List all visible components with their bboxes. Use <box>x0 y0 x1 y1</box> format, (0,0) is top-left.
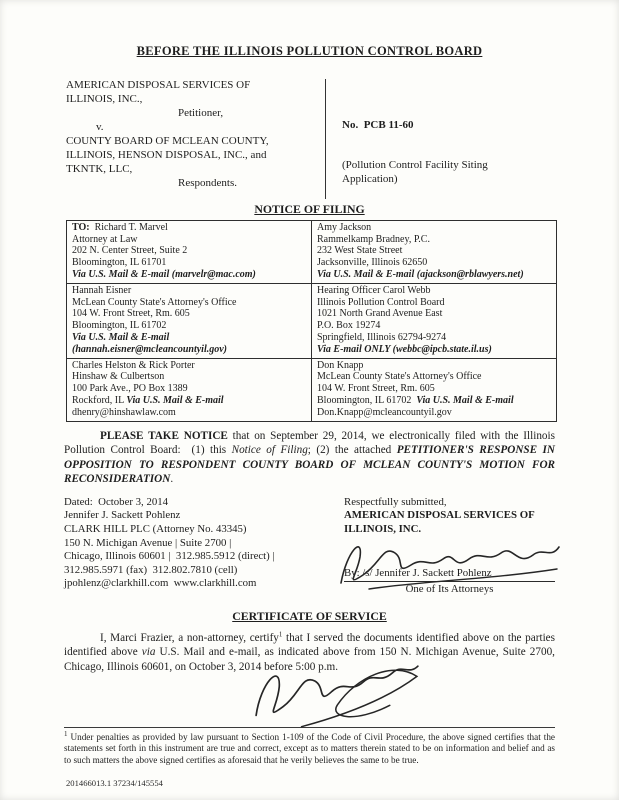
text-line <box>72 222 306 234</box>
recipient-cell-eisner <box>67 283 312 358</box>
text-span: TO: <box>72 221 90 233</box>
text-span: via <box>141 646 156 659</box>
text-line: 104 W. Front Street, Rm. 605 <box>317 383 435 395</box>
text-line: 202 N. Center Street, Suite 2 <box>72 245 188 257</box>
text-span: that I served the documents identified above on the parties identified above <box>64 631 555 659</box>
document-number: 201466013.1 37234/145554 <box>66 778 163 788</box>
text-line: Via U.S. Mail & E-mail (marvelr@mac.com) <box>72 268 256 280</box>
signature-block <box>64 496 555 597</box>
footnote-text <box>64 729 555 767</box>
text-line: 1021 North Grand Avenue East <box>317 308 443 320</box>
text-line: P.O. Box 19274 <box>317 320 381 332</box>
text-line <box>317 395 551 407</box>
case-caption <box>66 79 555 199</box>
text-line: AMERICAN DISPOSAL SERVICES OF <box>66 79 251 91</box>
text-span: PETITIONER'S RESPONSE IN OPPOSITION TO RESPONDENT COUNTY BOARD OF MCLEAN COUNTY'S MOTION FOR RECONSIDERATION <box>64 444 555 486</box>
text-line: McLean County State's Attorney's Office <box>317 371 482 383</box>
text-line: Charles Helston & Rick Porter <box>72 359 195 371</box>
text-line: Jacksonville, Illinois 62650 <box>317 257 428 269</box>
signature-stroke <box>297 668 421 727</box>
text-line: Rammelkamp Bradney, P.C. <box>317 233 430 245</box>
text-line: Illinois Pollution Control Board <box>317 296 445 308</box>
service-list-table <box>66 220 557 422</box>
text-line: Respondents. <box>178 176 237 189</box>
text-span: Via U.S. Mail & E-mail <box>126 394 224 406</box>
text-line: AMERICAN DISPOSAL SERVICES OF <box>344 509 535 522</box>
text-line: (Pollution Control Facility Siting <box>342 158 488 171</box>
one-of-its-attorneys-caption: One of Its Attorneys <box>405 583 494 596</box>
text-line: (hannah.eisner@mcleancountyil.gov) <box>72 343 227 355</box>
text-span: Rockford, IL <box>72 394 127 406</box>
text-span: Under penalties as provided by law pursuant to Section 1-109 of the Code of Civil Procedure, the above signed certifies that the statements set forth in this instrument are true and correct, except as to matters therein stated to be on information and belief and as to such matters the above signed certifies as aforesaid that he verily believes the same to be true. <box>64 731 555 766</box>
text-line: McLean County State's Attorney's Office <box>72 296 237 308</box>
footnote-divider <box>64 727 555 728</box>
text-line: Application) <box>342 173 398 186</box>
text-line: Hinshaw & Culbertson <box>72 371 165 383</box>
text-line: Bloomington, IL 61702 <box>72 320 167 332</box>
caption-parties <box>66 79 326 199</box>
certificate-section <box>0 631 619 727</box>
text-span: Notice of Filing <box>231 444 308 457</box>
text-line: v. <box>96 120 104 133</box>
text-span: . <box>170 473 174 486</box>
text-line: 312.985.5971 (fax) 312.802.7810 (cell) <box>64 563 238 576</box>
text-line: Hearing Officer Carol Webb <box>317 284 431 296</box>
text-line: 150 N. Michigan Avenue | Suite 2700 | <box>64 536 232 549</box>
text-span: that on September 29, 2014, we electronically filed with the Illinois Pollution Control Board: (1) this <box>64 429 555 457</box>
text-span: 1 <box>278 629 283 638</box>
text-line: CLARK HILL PLC (Attorney No. 43345) <box>64 522 247 535</box>
text-line: Via U.S. Mail & E-mail <box>72 331 170 343</box>
recipient-cell-knapp <box>312 358 557 421</box>
recipient-cell-marvel <box>67 220 312 283</box>
text-line: Springfield, Illinois 62794-9274 <box>317 331 447 343</box>
text-line: Petitioner, <box>178 106 224 119</box>
text-span: ; (2) the attached <box>307 444 397 457</box>
text-span: U.S. Mail and e-mail, as indicated above from 150 N. Michigan Avenue, Suite 2700, Chicago, Illinois 60601, on October 3, 2014 before 5:00 p.m. <box>64 646 555 673</box>
caption-case-info <box>326 79 488 199</box>
text-line: dhenry@hinshawlaw.com <box>72 406 176 418</box>
text-line: Via U.S. Mail & E-mail (ajackson@rblawyers.net) <box>317 268 524 280</box>
by-line: By: /s/ Jennifer J. Sackett Pohlenz <box>344 567 555 583</box>
text-line: 100 Park Ave., PO Box 1389 <box>72 383 188 395</box>
notice-paragraph <box>64 429 555 487</box>
recipient-cell-jackson <box>312 220 557 283</box>
recipient-cell-webb <box>312 283 557 358</box>
text-line: Chicago, Illinois 60601 | 312.985.5912 (direct) | <box>64 550 275 563</box>
text-span: PLEASE TAKE NOTICE <box>100 429 228 442</box>
notice-of-filing-heading: NOTICE OF FILING <box>254 201 365 216</box>
certificate-paragraph <box>64 631 555 675</box>
text-line: Jennifer J. Sackett Pohlenz <box>64 509 181 522</box>
text-line: TKNTK, LLC, <box>66 162 133 175</box>
text-line: COUNTY BOARD OF MCLEAN COUNTY, <box>66 134 269 147</box>
firm-name <box>344 509 555 536</box>
court-title: BEFORE THE ILLINOIS POLLUTION CONTROL BOARD <box>136 44 483 58</box>
text-line: Don Knapp <box>317 359 364 371</box>
text-line: 104 W. Front Street, Rm. 605 <box>72 308 190 320</box>
text-line: ILLINOIS, INC., <box>66 92 143 105</box>
text-span: Richard T. Marvel <box>89 221 168 233</box>
text-line: Bloomington, IL 61701 <box>72 257 167 269</box>
table-row <box>67 283 557 358</box>
case-number: No. PCB 11-60 <box>342 119 414 131</box>
submission-block <box>340 496 555 597</box>
by-signature-area <box>344 567 555 583</box>
text-line: Don.Knapp@mcleancountyil.gov <box>317 406 452 418</box>
text-line: jpohlenz@clarkhill.com www.clarkhill.com <box>64 577 257 590</box>
text-line: Amy Jackson <box>317 221 372 233</box>
attorney-contact-block <box>64 496 340 597</box>
table-row <box>67 358 557 421</box>
certificate-of-service-heading: CERTIFICATE OF SERVICE <box>232 608 387 623</box>
text-line: Via E-mail ONLY (webbc@ipcb.state.il.us) <box>317 343 492 355</box>
text-line: ILLINOIS, INC. <box>344 522 422 535</box>
text-span: Bloomington, IL 61702 <box>317 394 417 406</box>
text-line: Hannah Eisner <box>72 284 132 296</box>
respectfully-submitted-line: Respectfully submitted, <box>344 495 447 508</box>
text-span: 1 <box>64 729 68 738</box>
text-line <box>72 395 306 407</box>
text-line: Dated: October 3, 2014 <box>64 495 169 508</box>
text-line: Attorney at Law <box>72 233 138 245</box>
table-row <box>67 220 557 283</box>
text-line: ILLINOIS, HENSON DISPOSAL, INC., and <box>66 148 267 161</box>
text-line: 232 West State Street <box>317 245 403 257</box>
recipient-cell-helston-porter <box>67 358 312 421</box>
text-span: I, Marci Frazier, a non-attorney, certify <box>100 631 279 644</box>
text-span: Via U.S. Mail & E-mail <box>416 394 514 406</box>
case-description <box>342 158 488 187</box>
